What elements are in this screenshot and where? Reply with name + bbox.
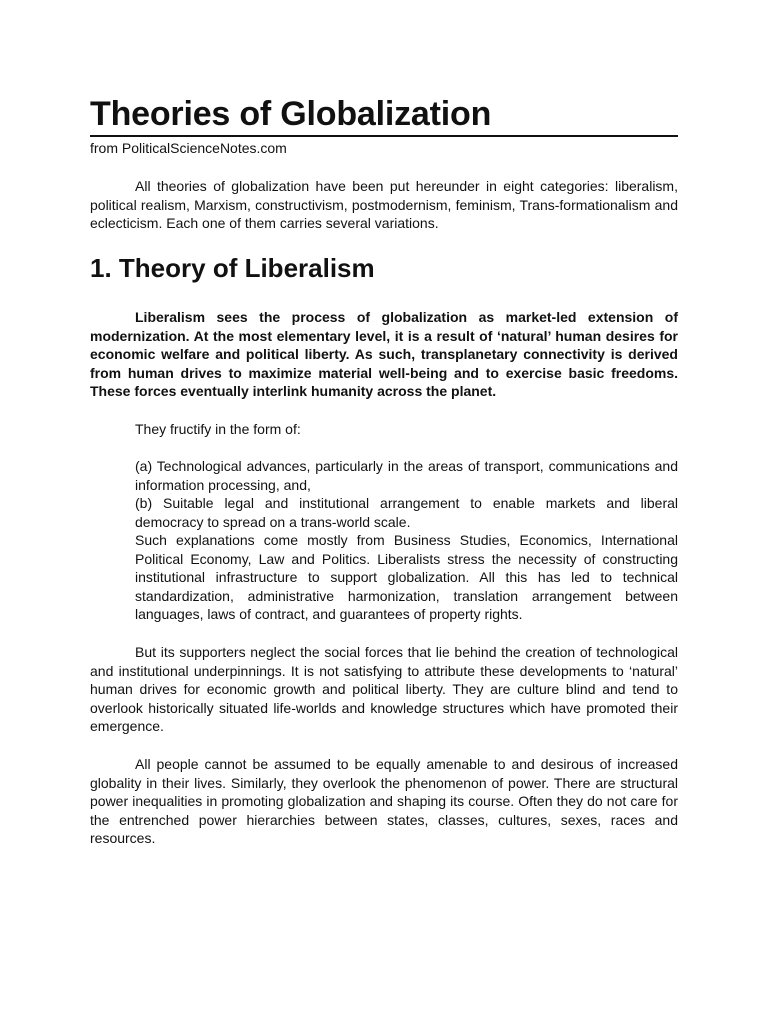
list-block (135, 457, 678, 624)
explanations-paragraph: Such explanations come mostly from Business Studies, Economics, International Political Economy, Law and Politics. Liberalists stress the necessity of constructing institutional infrastructure to support globalization. All this has led to technical standardization, administrative harmonization, translation arrangement between languages, laws of contract, and guarantees of property rights. (135, 532, 678, 622)
fructify-line: They fructify in the form of: (135, 421, 301, 437)
source-line: from PoliticalScienceNotes.com (90, 140, 287, 156)
list-item-b: (b) Suitable legal and institutional arrangement to enable markets and liberal democracy to spread on a trans-world scale. (135, 495, 678, 530)
criticism-paragraph-1: But its supporters neglect the social forces that lie behind the creation of technological and institutional underpinnings. It is not satisfying to attribute these developments to ‘natural’ human drives for economic growth and political liberty. They are culture blind and tend to overlook historically situated life-worlds and knowledge structures which have promoted their emergence. (90, 644, 678, 734)
intro-paragraph: All theories of globalization have been put hereunder in eight categories: liberalism, political realism, Marxism, constructivism, postmodernism, feminism, Trans-formationalism and eclecticism. Each one of them carries several variations. (90, 178, 678, 231)
title-divider (90, 135, 678, 137)
document-title: Theories of Globalization (90, 95, 492, 133)
liberalism-bold-paragraph: Liberalism sees the process of globalization as market-led extension of modernization. At the most elementary level, it is a result of ‘natural’ human desires for economic welfare and political liberty. As such, transplanetary connectivity is derived from human drives to maximize material well-being and to exercise basic freedoms. These forces eventually interlink humanity across the planet. (90, 309, 678, 399)
section-heading-liberalism: 1. Theory of Liberalism (90, 253, 375, 283)
list-item-a: (a) Technological advances, particularly in the areas of transport, communications and information processing, and, (135, 458, 678, 493)
criticism-paragraph-2: All people cannot be assumed to be equally amenable to and desirous of increased globality in their lives. Similarly, they overlook the phenomenon of power. There are structural power inequalities in promoting globalization and shaping its course. Often they do not care for the entrenched power hierarchies between states, classes, cultures, sexes, races and resources. (90, 756, 678, 846)
fructify-block (135, 420, 678, 439)
